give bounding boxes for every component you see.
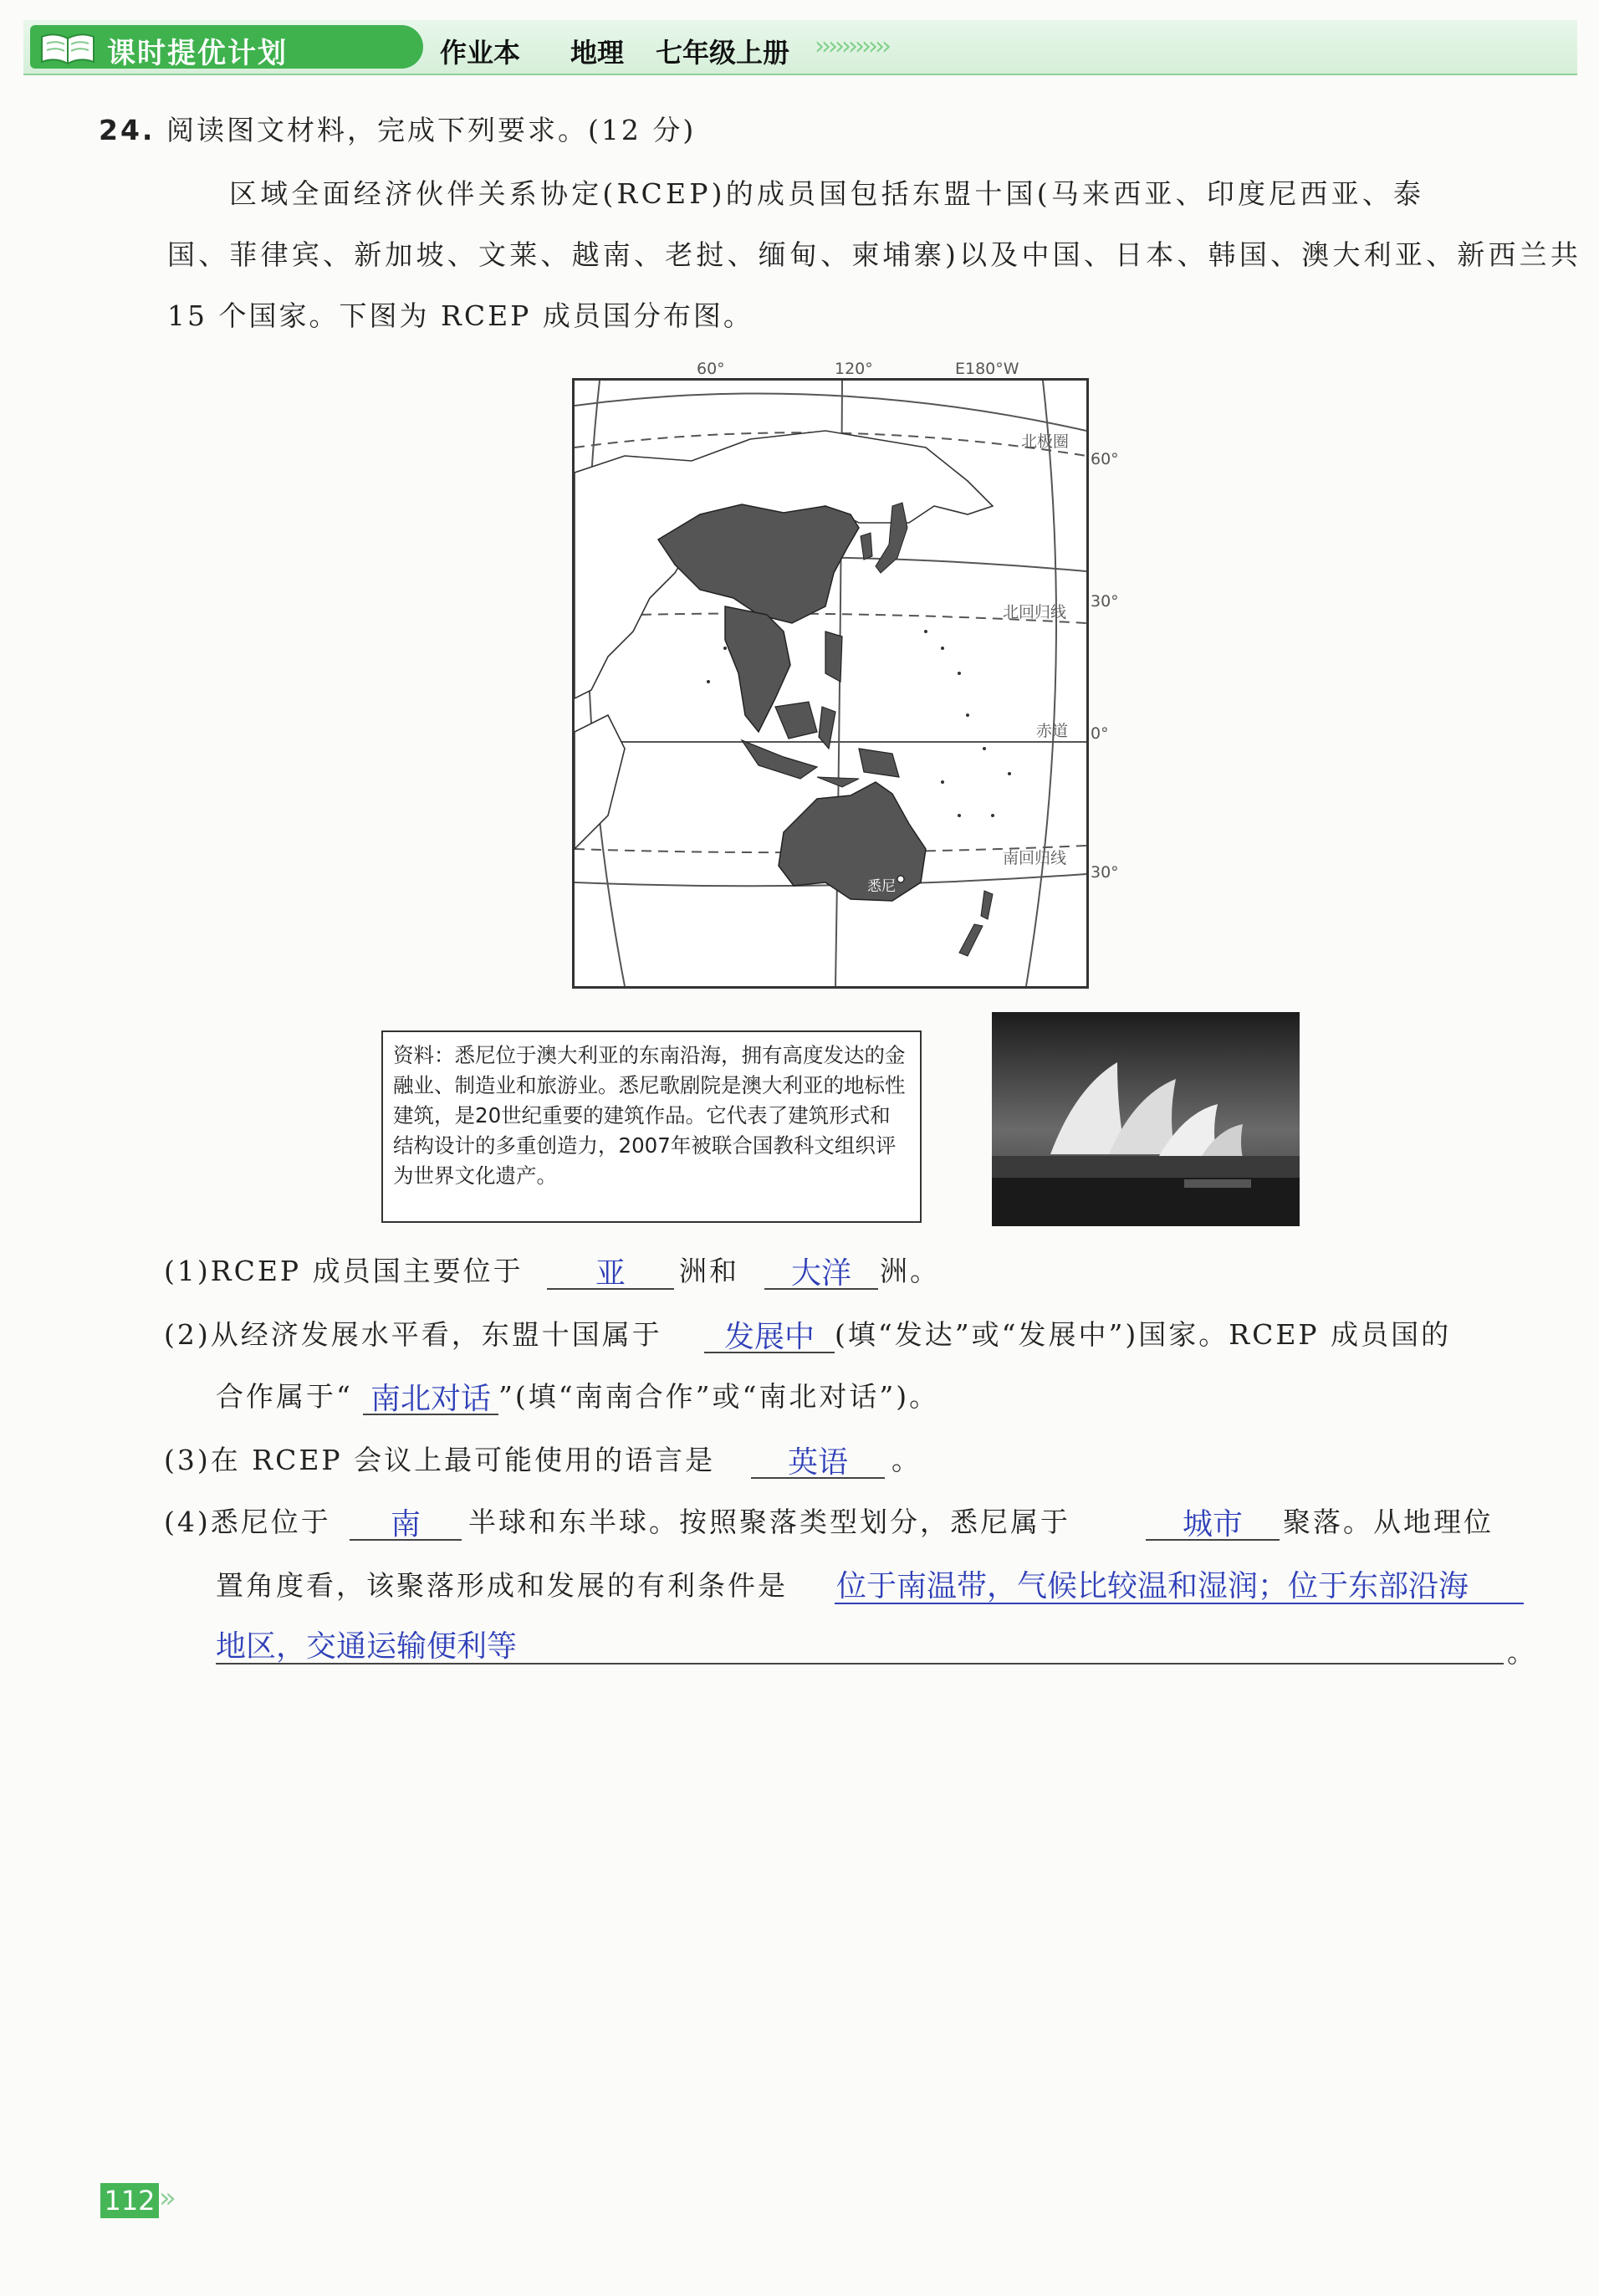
page-number: 112: [100, 2183, 159, 2218]
tropic-cancer-label: 北回归线: [1003, 603, 1067, 621]
q4-text-a: (4)悉尼位于: [164, 1506, 331, 1538]
q4-text-e: 。: [1507, 1636, 1537, 1669]
q4-text-c: 聚落。从地理位: [1283, 1506, 1494, 1538]
rcep-map: [572, 378, 1089, 989]
intro-line-3: 15 个国家。下图为 RCEP 成员国分布图。: [167, 299, 754, 332]
header-chevrons: ›››››››››››: [815, 32, 888, 61]
q3-answer: 英语: [787, 1445, 848, 1480]
question-number: 24.: [99, 114, 156, 146]
grade: 七年级上册: [656, 37, 790, 69]
brand-badge: [30, 25, 423, 69]
sydney-label: 悉尼: [867, 878, 896, 895]
q4-answer-2: 城市: [1182, 1507, 1243, 1542]
q1-text-a: (1)RCEP 成员国主要位于: [164, 1255, 524, 1287]
lat-label-30n: 30°: [1091, 592, 1119, 611]
lon-label-120: 120°: [835, 360, 873, 378]
lat-label-60: 60°: [1091, 450, 1119, 468]
book-type: 作业本: [440, 37, 521, 69]
q2-text-d: ”(填“南南合作”或“南北对话”)。: [498, 1380, 940, 1413]
q3-text-b: 。: [891, 1444, 922, 1476]
brand-title: 课时提优计划: [107, 37, 288, 70]
material-box: 资料：悉尼位于澳大利亚的东南沿海，拥有高度发达的金融业、制造业和旅游业。悉尼歌剧院是澳大利亚的地标性建筑，是20世纪重要的建筑作品。它代表了建筑形式和结构设计的多重创造力，2007年被联合国教科文组织评为世界文化遗产。: [381, 1030, 922, 1223]
q2-text-a: (2)从经济发展水平看，东盟十国属于: [164, 1318, 662, 1351]
q4-answer-3-line-1: 位于南温带，气候比较温和湿润；位于东部沿海: [836, 1569, 1469, 1603]
q1-answer-2: 大洋: [790, 1256, 851, 1291]
intro-line-2: 国、菲律宾、新加坡、文莱、越南、老挝、缅甸、柬埔寨)以及中国、日本、韩国、澳大利亚、新西兰共: [167, 238, 1582, 271]
question-prompt: 阅读图文材料，完成下列要求。(12 分): [166, 114, 697, 146]
q3-text-a: (3)在 RCEP 会议上最可能使用的语言是: [164, 1444, 716, 1476]
q2-answer-2: 南北对话: [370, 1382, 491, 1416]
tropic-capricorn-label: 南回归线: [1003, 849, 1067, 867]
equator-label: 赤道: [1036, 722, 1069, 740]
q4-blank-3b: [216, 1663, 1504, 1664]
q1-answer-1: 亚: [595, 1256, 626, 1291]
q1-text-c: 洲。: [880, 1255, 940, 1287]
q4-answer-1: 南: [390, 1507, 421, 1542]
lat-label-0: 0°: [1091, 724, 1109, 743]
page-number-chevron-icon: »: [159, 2181, 176, 2215]
q2-text-c: 合作属于“: [216, 1380, 353, 1413]
lon-label-60: 60°: [697, 360, 725, 378]
subject: 地理: [570, 37, 625, 69]
lon-label-180: E180°W: [955, 360, 1019, 378]
q4-answer-3-line-2: 地区，交通运输便利等: [216, 1629, 518, 1664]
q1-text-b: 洲和: [679, 1255, 739, 1287]
intro-line-1: 区域全面经济伙伴关系协定(RCEP)的成员国包括东盟十国(马来西亚、印度尼西亚、泰: [229, 177, 1425, 210]
page-header: [23, 20, 1577, 75]
question-heading: [99, 114, 696, 147]
lat-label-30s: 30°: [1091, 863, 1119, 882]
q4-blank-3a: [835, 1603, 1524, 1604]
q2-answer-1: 发展中: [723, 1320, 815, 1354]
q4-text-d: 置角度看，该聚落形成和发展的有利条件是: [216, 1569, 788, 1602]
arctic-circle-label: 北极圈: [1021, 432, 1070, 451]
q4-text-b: 半球和东半球。按照聚落类型划分，悉尼属于: [468, 1506, 1070, 1538]
q2-text-b: (填“发达”或“发展中”)国家。RCEP 成员国的: [835, 1318, 1452, 1351]
open-book-icon: [38, 30, 97, 65]
map-graphic: [575, 381, 1086, 986]
opera-house-photo: [992, 1012, 1300, 1226]
